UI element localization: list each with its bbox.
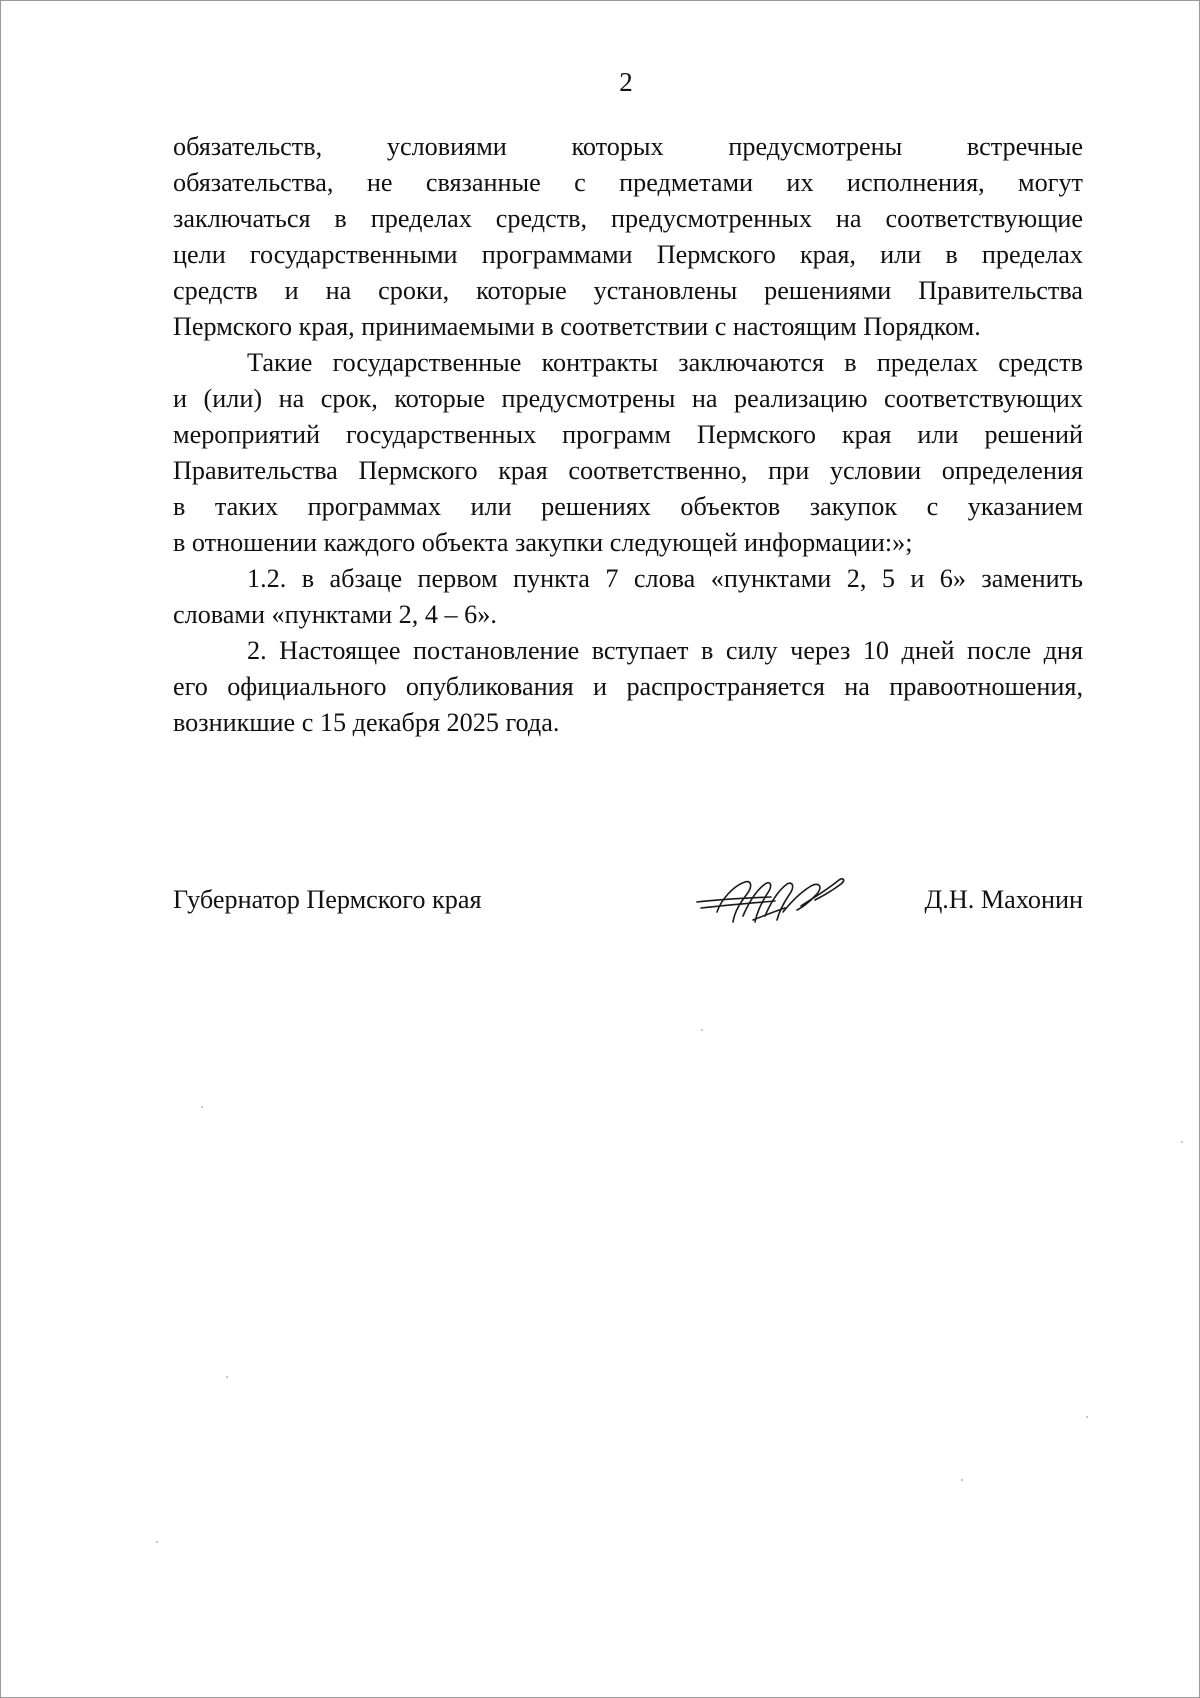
scan-speck <box>1181 1141 1183 1143</box>
text-line: Пермского края, принимаемыми в соответствии с настоящим Порядком. <box>173 312 981 341</box>
text-line: цели государственными программами Пермского края, или в пределах <box>173 240 1083 269</box>
paragraph-item-1-2 <box>173 561 1083 633</box>
text-line: в таких программах или решениях объектов закупок с указанием <box>173 492 1083 521</box>
text-line: словами «пунктами 2, 4 – 6». <box>173 600 497 629</box>
document-body <box>173 129 1083 741</box>
text-line: средств и на сроки, которые установлены решениями Правительства <box>173 276 1083 305</box>
page-number: 2 <box>619 67 633 97</box>
text-line: обязательства, не связанные с предметами их исполнения, могут <box>173 168 1083 197</box>
text-line: Такие государственные контракты заключаются в пределах средств <box>247 348 1083 377</box>
text-line: обязательств, условиями которых предусмотрены встречные <box>173 132 1083 161</box>
text-line: Правительства Пермского края соответственно, при условии определения <box>173 456 1083 485</box>
paragraph-contracts <box>173 345 1083 561</box>
text-line: и (или) на срок, которые предусмотрены на реализацию соответствующих <box>173 384 1083 413</box>
scan-speck <box>226 1376 228 1378</box>
scan-speck <box>961 1479 963 1481</box>
paragraph-continuation <box>173 129 1083 345</box>
signature-block <box>173 876 1083 946</box>
text-line: 1.2. в абзаце первом пункта 7 слова «пунктами 2, 5 и 6» заменить <box>247 564 1083 593</box>
scan-speck <box>156 1541 158 1543</box>
scan-speck <box>201 1106 203 1108</box>
text-line: в отношении каждого объекта закупки следующей информации:»; <box>173 528 913 557</box>
text-line: возникшие с 15 декабря 2025 года. <box>173 708 560 737</box>
scan-speck <box>701 1029 703 1031</box>
text-line: его официального опубликования и распространяется на правоотношения, <box>173 672 1083 701</box>
signer-name: Д.Н. Махонин <box>924 885 1083 914</box>
signer-position: Губернатор Пермского края <box>173 885 482 914</box>
text-line: мероприятий государственных программ Пермского края или решений <box>173 420 1083 449</box>
text-line: 2. Настоящее постановление вступает в силу через 10 дней после дня <box>247 636 1083 665</box>
paragraph-item-2 <box>173 633 1083 741</box>
scan-speck <box>1086 1416 1088 1418</box>
text-line: заключаться в пределах средств, предусмотренных на соответствующие <box>173 204 1083 233</box>
handwritten-signature <box>693 872 853 932</box>
